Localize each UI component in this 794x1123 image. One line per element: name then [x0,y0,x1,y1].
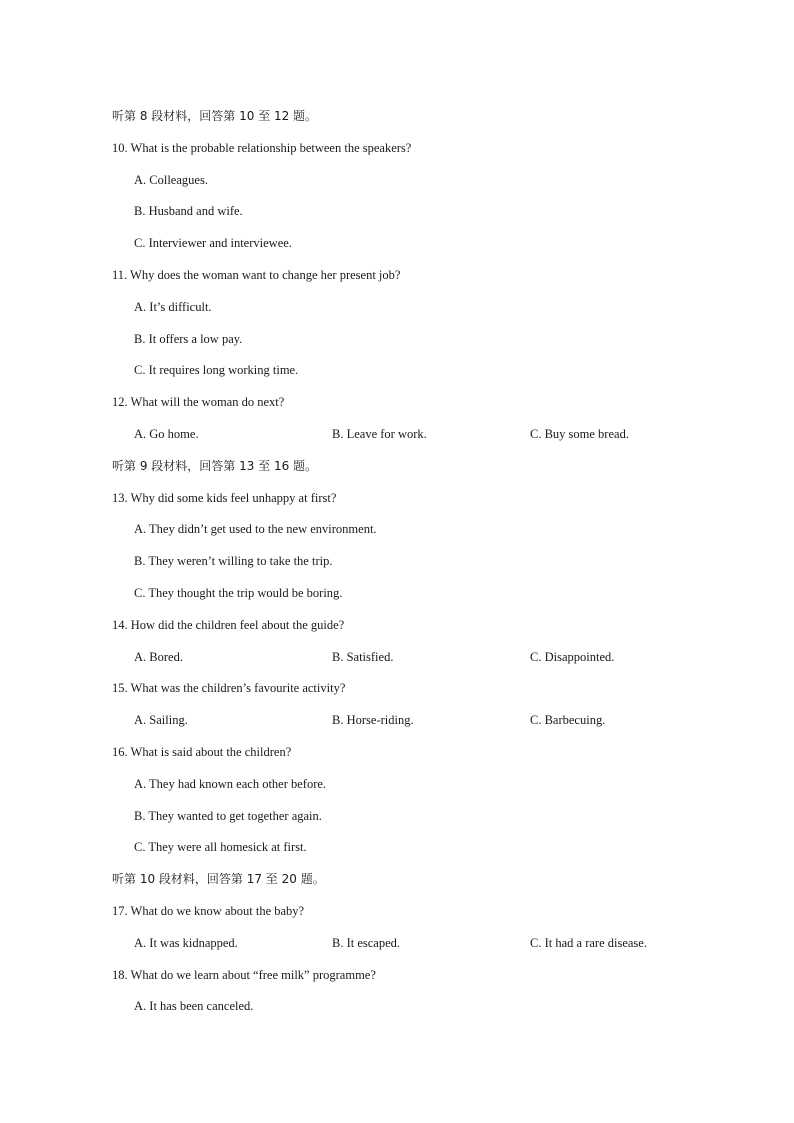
answer-option: B. Satisfied. [332,650,394,664]
answer-option: B. They weren’t willing to take the trip. [134,554,333,568]
answer-option: B. Leave for work. [332,427,427,441]
answer-option: A. It’s difficult. [134,300,212,314]
answer-option: A. It was kidnapped. [134,936,238,950]
answer-option: B. It escaped. [332,936,401,950]
answer-option: A. They had known each other before. [134,777,327,791]
question-text: 17. What do we know about the baby? [112,904,305,918]
answer-option: B. It offers a low pay. [134,332,243,346]
question-text: 12. What will the woman do next? [112,395,285,409]
answer-option: A. They didn’t get used to the new environment. [134,522,377,536]
answer-option: C. They thought the trip would be boring. [134,586,343,600]
question-text: 14. How did the children feel about the guide? [112,618,345,632]
question-text: 13. Why did some kids feel unhappy at first? [112,491,337,505]
section-heading: 听第 10 段材料，回答第 17 至 20 题。 [112,872,325,886]
answer-option: B. Husband and wife. [134,204,243,218]
answer-option: A. Sailing. [134,713,188,727]
answer-option: A. Colleagues. [134,173,208,187]
question-text: 10. What is the probable relationship between the speakers? [112,141,412,155]
answer-option: B. Horse-riding. [332,713,414,727]
answer-option: A. It has been canceled. [134,999,254,1013]
question-text: 18. What do we learn about “free milk” programme? [112,968,376,982]
answer-option: B. They wanted to get together again. [134,809,322,823]
answer-option: C. It requires long working time. [134,363,299,377]
answer-option: A. Go home. [134,427,199,441]
section-heading: 听第 9 段材料，回答第 13 至 16 题。 [112,459,318,473]
section-heading: 听第 8 段材料，回答第 10 至 12 题。 [112,109,318,123]
answer-option: C. Interviewer and interviewee. [134,236,292,250]
answer-option: C. It had a rare disease. [530,936,647,950]
answer-option: C. They were all homesick at first. [134,840,307,854]
answer-option: C. Disappointed. [530,650,615,664]
answer-option: A. Bored. [134,650,183,664]
question-text: 15. What was the children’s favourite activity? [112,681,346,695]
answer-option: C. Buy some bread. [530,427,629,441]
question-text: 16. What is said about the children? [112,745,292,759]
answer-option: C. Barbecuing. [530,713,606,727]
question-text: 11. Why does the woman want to change her present job? [112,268,401,282]
